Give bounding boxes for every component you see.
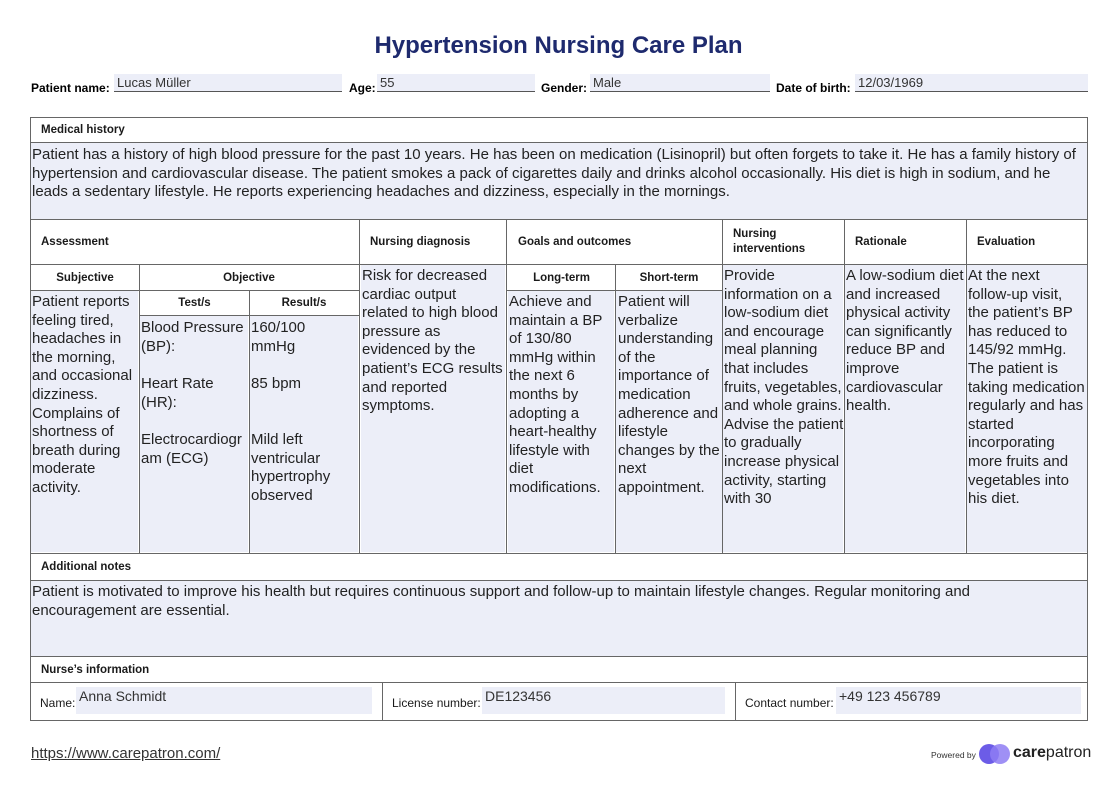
gender-field[interactable]: Male — [590, 74, 770, 92]
dob-field[interactable]: 12/03/1969 — [855, 74, 1088, 92]
nurse-name-label: Name: — [40, 696, 76, 710]
patient-name-label: Patient name: — [31, 81, 110, 95]
long-term-text: Achieve and maintain a BP of 130/80 mmHg within the next 6 months by adopting a heart-healthy lifestyle with diet modifications. — [509, 293, 603, 496]
additional-notes-text: Patient is motivated to improve his health but requires continuous support and follow-up to maintain lifestyle changes. Regular monitoring and encouragement are essential. — [32, 583, 971, 619]
result-hr: 85 bpm — [251, 375, 302, 392]
medical-history-heading: Medical history — [31, 118, 1087, 142]
nurse-info-heading: Nurse’s information — [31, 657, 1087, 682]
results-header: Result/s — [281, 297, 327, 309]
test-bp: Blood Pressure (BP): — [141, 319, 244, 355]
page-title: Hypertension Nursing Care Plan — [374, 32, 743, 59]
evaluation-text: At the next follow-up visit, the patient’s BP has reduced to 145/92 mmHg. The patient is taking medication regularly and has started incorporating more fruits and vegetables into his diet. — [968, 267, 1085, 508]
brand-name-part-b: patron — [1045, 744, 1092, 761]
evaluation-header: Evaluation — [977, 236, 1036, 248]
carepatron-link[interactable]: https://www.carepatron.com/ — [31, 745, 221, 762]
interventions-text: Provide information on a low-sodium diet and encourage meal planning that includes fruits, vegetables, and whole grains. Advise the patient to gradually increase physical activity, starting with 30 — [724, 267, 844, 508]
short-term-text: Patient will verbalize understanding of the importance of medication adherence and lifestyle changes by the next appointment. — [618, 293, 720, 496]
long-term-header: Long-term — [533, 271, 590, 284]
tests-header: Test/s — [178, 297, 211, 309]
test-hr: Heart Rate (HR): — [141, 375, 214, 411]
additional-notes-heading: Additional notes — [31, 554, 1087, 580]
brand-name — [1013, 744, 1091, 762]
powered-by-label: Powered by — [931, 750, 976, 760]
contact-field[interactable]: +49 123 456789 — [836, 687, 1081, 714]
short-term-header: Short-term — [639, 271, 699, 284]
rationale-text: A low-sodium diet and increased physical activity can significantly reduce BP and improve cardiovascular health. — [846, 267, 964, 415]
brand-name-part-a: care — [1013, 744, 1046, 761]
subjective-text: Patient reports feeling tired, headaches in the morning, and occasional dizziness. Complains of shortness of breath during moderate activity. — [32, 293, 133, 496]
nurse-name-field[interactable]: Anna Schmidt — [76, 687, 372, 714]
test-ecg: Electrocardiogram (ECG) — [141, 431, 242, 467]
license-label: License number: — [392, 696, 481, 710]
gender-label: Gender: — [541, 81, 588, 95]
dob-label: Date of birth: — [776, 81, 851, 95]
subjective-header: Subjective — [56, 271, 114, 284]
medical-history-text: Patient has a history of high blood pressure for the past 10 years. He has been on medication (Lisinopril) but often forgets to take it. He has a family history of hypertension and cardiovascular disease. The patient smokes a pack of cigarettes daily and drinks alcohol occasionally. His diet is high in sodium, and he leads a sedentary lifestyle. He reports experiencing headaches and dizziness, especially in the mornings. — [32, 146, 1076, 201]
diagnosis-text: Risk for decreased cardiac output related to high blood pressure as evidenced by the patient’s ECG results and reported symptoms. — [362, 267, 503, 415]
age-field[interactable]: 55 — [377, 74, 535, 92]
contact-label: Contact number: — [745, 696, 834, 710]
carepatron-logo-icon — [978, 743, 1012, 765]
rationale-header: Rationale — [855, 236, 907, 248]
goals-header: Goals and outcomes — [518, 236, 632, 248]
interventions-header: Nursing interventions — [733, 228, 806, 255]
objective-header: Objective — [223, 271, 275, 284]
patient-name-field[interactable]: Lucas Müller — [114, 74, 342, 92]
age-label: Age: — [349, 81, 376, 95]
license-field[interactable]: DE123456 — [482, 687, 725, 714]
nursing-diagnosis-header: Nursing diagnosis — [370, 236, 471, 248]
result-ecg: Mild left ventricular hypertrophy observed — [251, 431, 331, 504]
assessment-header: Assessment — [41, 236, 109, 248]
result-bp: 160/100 mmHg — [251, 319, 306, 355]
